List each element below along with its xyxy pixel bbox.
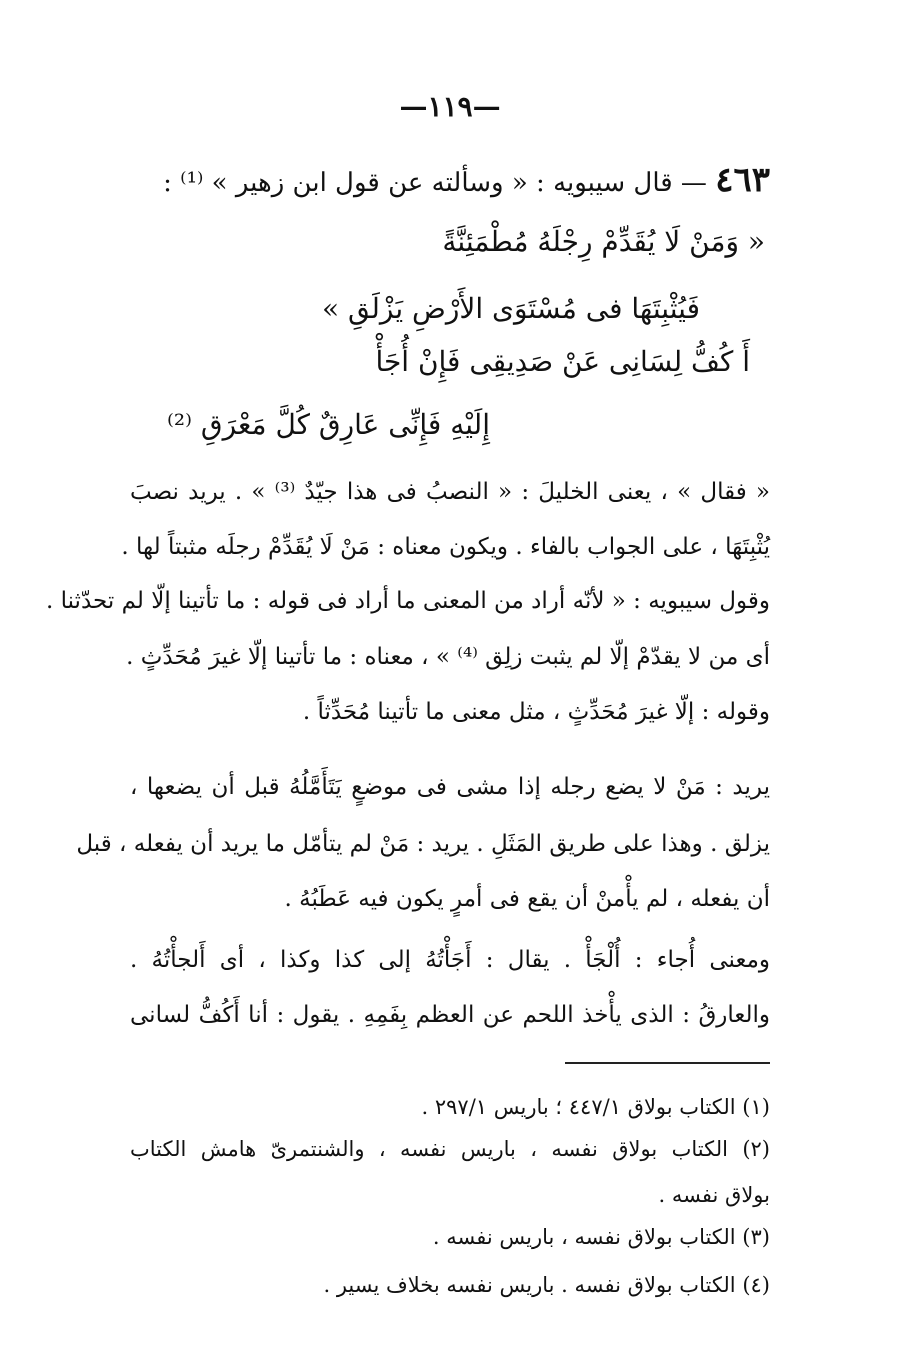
footnote-4: (٤) الكتاب بولاق نفسه . باريس نفسه بخلاف يسير . [323,1273,770,1297]
footnote-2-continuation: بولاق نفسه . [658,1183,770,1207]
footnote-divider [565,1062,770,1064]
entry-heading [163,160,770,203]
body-line: أى من لا يقدّمْ إلّا لم يثبت زلِق ⁽⁴⁾ » ، معناه : ما تأتينا إلّا غيرَ مُحَدِّثٍ . [126,644,770,670]
body-line: يُثْبِتَهَا ، على الجواب بالفاء . ويكون معناه : مَنْ لَا يُقَدِّمْ رجلَه مثبتاً لها . [121,534,770,560]
verse-line-4: إِلَيْهِ فَإِنِّى عَارِقٌ كُلَّ مَعْرَقِ ⁽²⁾ [166,408,490,441]
body-line: يريد : مَنْ لا يضع رجله إذا مشى فى موضعٍ يَتَأَمَّلُهُ قبل أن يضعها ، [130,774,770,800]
body-line: « فقال » ، يعنى الخليلَ : « النصبُ فى هذا جيّدٌ ⁽³⁾ » . يريد نصبَ [130,479,770,505]
verse-line-3: أَ كُفُّ لِسَانِى عَنْ صَدِيقِى فَإِنْ أُجَأْ [375,345,750,378]
page-number: —١١٩— [399,90,501,123]
body-line: والعارقُ : الذى يأْخذ اللحم عن العظم بِفَمِهِ . يقول : أنا أَكُفُّ لسانى [130,1002,770,1028]
body-line: وقوله : إلّا غيرَ مُحَدِّثٍ ، مثل معنى ما تأتينا مُحَدِّثاً . [302,699,770,725]
footnote-2: (٢) الكتاب بولاق نفسه ، باريس نفسه ، والشنتمرىّ هامش الكتاب [130,1137,770,1161]
verse-line-2: فَيُثْبِتَهَا فى مُسْتَوَى الأَرْضِ يَزْلَقِ » [321,292,700,325]
footnote-3: (٣) الكتاب بولاق نفسه ، باريس نفسه . [432,1225,770,1249]
body-line: ومعنى أُجاء : أُلْجَأْ . يقال : أَجَأْتُهُ إلى كذا وكذا ، أى أَلجأْتُهُ . [130,947,770,973]
entry-number: ٤٦٣ [715,160,770,200]
verse-line-1: « وَمَنْ لَا يُقَدِّمْ رِجْلَهُ مُطْمَئِنَّةً [442,225,765,258]
body-line: أن يفعله ، لم يأْمنْ أن يقع فى أمرٍ يكون فيه عَطَبُهُ . [284,886,770,912]
body-line: يزلق . وهذا على طريق المَثَلِ . يريد : مَنْ لم يتأمّل ما يريد أن يفعله ، قبل [76,831,770,857]
body-line: وقول سيبويه : « لأنّه أراد من المعنى ما أراد فى قوله : ما تأتينا إلّا لم تحدّثنا . [45,588,770,614]
footnote-1: (١) الكتاب بولاق ٤٤٧/١ ؛ باريس ٢٩٧/١ . [421,1095,770,1119]
entry-heading-text: — قال سيبويه : « وسألته عن قول ابن زهير » ⁽¹⁾ : [163,168,716,198]
